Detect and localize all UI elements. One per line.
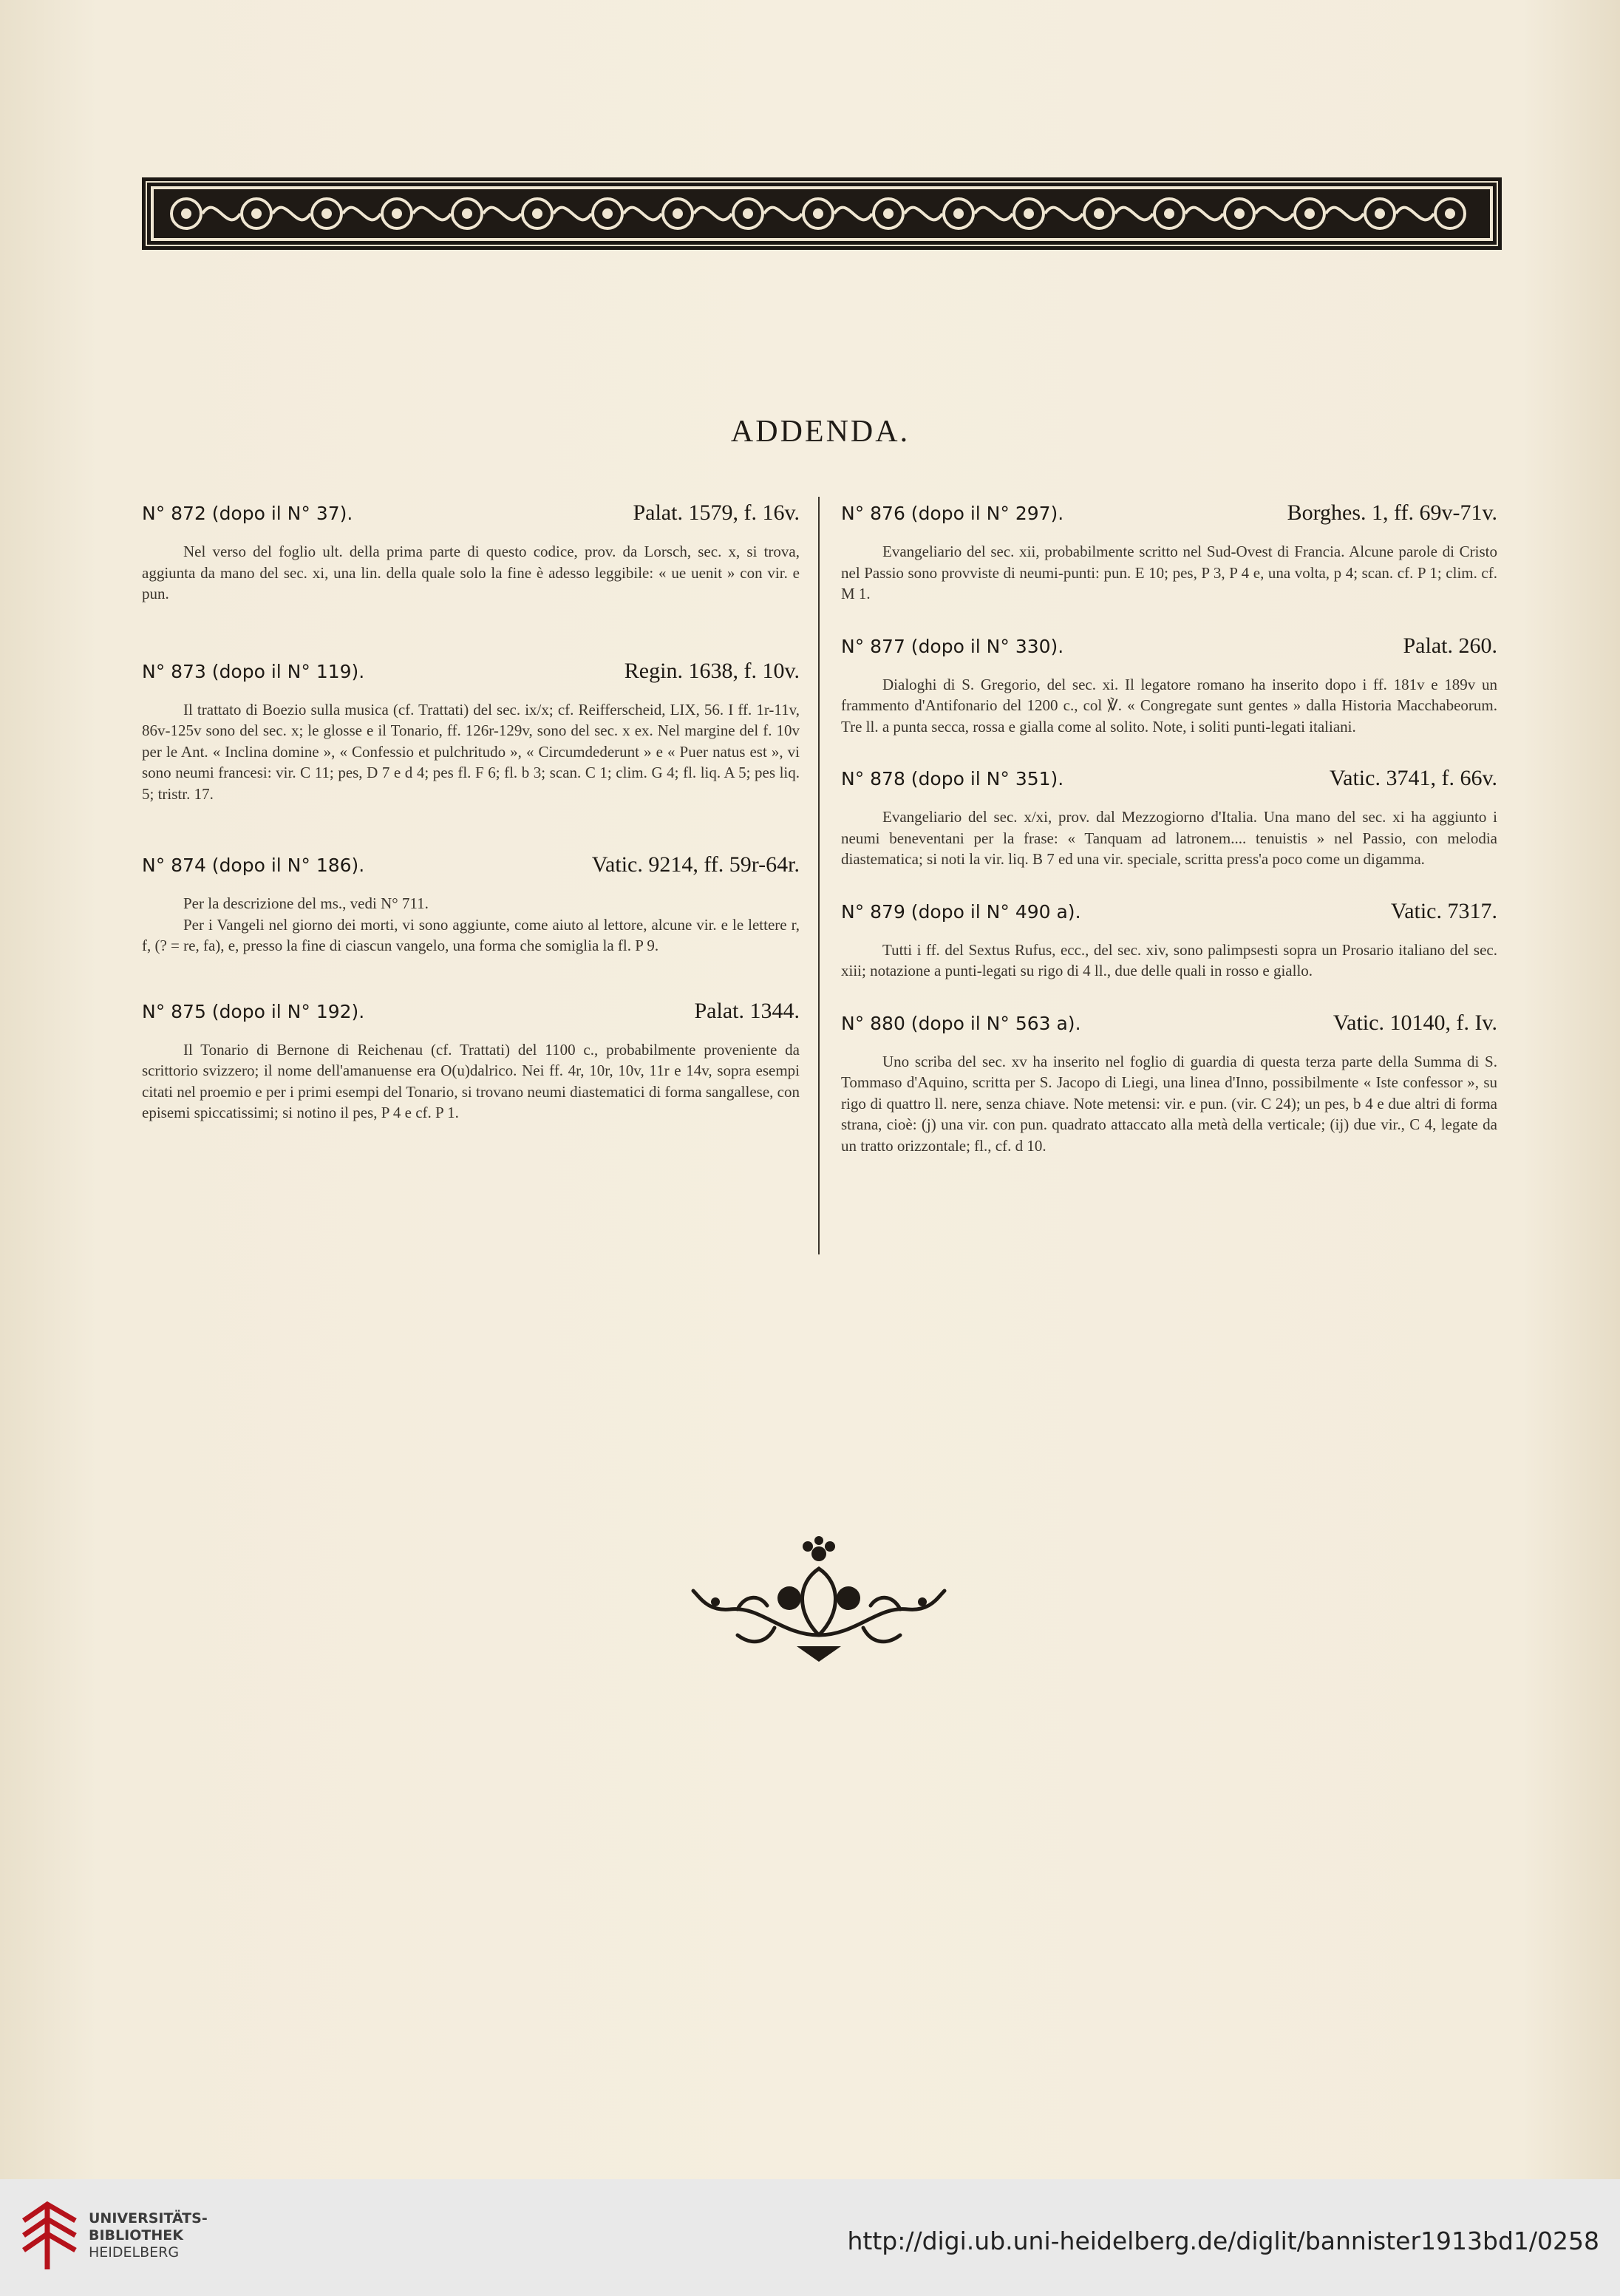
entry-heading — [142, 996, 800, 1026]
entry-872 — [142, 498, 800, 605]
entry-description — [841, 1051, 1497, 1157]
entry-paragraph: Nel verso del foglio ult. della prima parte di questo codice, prov. da Lorsch, sec. x, si trova, aggiunta da mano del sec. xi, una lin. della quale solo la fine è adesso leggibile: « ue uenit » con vir. e pun. — [142, 543, 800, 602]
entry-paragraph: Tutti i ff. del Sextus Rufus, ecc., del sec. xiv, sono palimpsesti sopra un Prosario italiano del sec. xiii; notazione a punti-legati su rigo di 4 ll., due delle quali in rosso e giallo. — [841, 940, 1497, 979]
entry-number: N° 872 (dopo il N° 37). — [142, 503, 353, 524]
library-line-3: HEIDELBERG — [89, 2244, 180, 2261]
entry-paragraph: Per la descrizione del ms., vedi N° 711. — [183, 894, 429, 912]
entry-description — [142, 1039, 800, 1124]
entry-number: N° 874 (dopo il N° 186). — [142, 855, 365, 876]
left-column — [142, 498, 800, 1124]
entry-875 — [142, 996, 800, 1124]
entry-873 — [142, 656, 800, 805]
entry-878 — [841, 764, 1497, 870]
library-line-1: UNIVERSITÄTS- — [89, 2210, 208, 2227]
library-name — [89, 2210, 208, 2261]
entry-heading — [841, 1008, 1497, 1038]
entry-description — [142, 699, 800, 805]
shelfmark: Borghes. 1, ff. 69v-71v. — [1287, 500, 1497, 525]
ornamental-border-icon — [142, 177, 1502, 250]
entry-heading — [841, 897, 1497, 926]
entry-heading — [841, 631, 1497, 661]
shelfmark: Vatic. 10140, f. Iv. — [1333, 1010, 1497, 1035]
entry-paragraph: Per i Vangeli nel giorno dei morti, vi sono aggiunte, come aiuto al lettore, alcune vir. e le lettere r, f, (? = re, fa), e, presso la fine di ciascun vangelo, una forma che somiglia la fl. P 9. — [142, 915, 800, 954]
entry-number: N° 879 (dopo il N° 490 a). — [841, 900, 1081, 923]
entry-description — [841, 940, 1497, 982]
entry-880 — [841, 1008, 1497, 1157]
entry-paragraph: Il trattato di Boezio sulla musica (cf. Trattati) del sec. ix/x; cf. Reifferscheid, LIX, 56. I ff. 1r-11v, 86v-125v sono del sec. x; le glosse e il Tonario, ff. 126r-129v, sono del sec. x ex. Nel margine del f. 10v per le Ant. « Inclina domine », « Confessio et pulchritudo », « Circumdederunt » e « Puer natus est », vi sono neumi francesi: vir. C 11; pes, D 7 e d 4; pes fl. F 6; fl. b 3; scan. C 1; clim. G 4; fl. liq. A 5; pes liq. 5; tristr. 17. — [142, 700, 800, 803]
entry-877 — [841, 631, 1497, 738]
entry-number: N° 877 (dopo il N° 330). — [841, 635, 1064, 657]
entry-number: N° 876 (dopo il N° 297). — [841, 503, 1064, 524]
right-column — [841, 498, 1497, 1156]
entry-879 — [841, 897, 1497, 982]
entry-description — [142, 893, 800, 957]
library-line-2: BIBLIOTHEK — [89, 2227, 183, 2244]
entry-description — [142, 541, 800, 605]
entry-paragraph: Uno scriba del sec. xv ha inserito nel foglio di guardia di questa terza parte della Summa di S. Tommaso d'Aquino, scritta per S. Jacopo di Liegi, una linea d'Inno, possibilmente « Iste confessor », su rigo di quattro ll. nere, senza chiave. Note metensi: vir. e pun. (vir. C 24); un pes, b 4 e due altri di forma strana, cioè: (j) una vir. con pun. quadrato attaccato alla metà della verticale; (ij) due vir., C 4, legate da un tratto orizzontale; fl., cf. d 10. — [841, 1052, 1497, 1155]
shelfmark: Palat. 260. — [1403, 633, 1497, 658]
entry-number: N° 873 (dopo il N° 119). — [142, 660, 365, 682]
entry-paragraph: Dialoghi di S. Gregorio, del sec. xi. Il legatore romano ha inserito dopo i ff. 181v e 189v un frammento d'Antifonario del 1200 c., col ℣. « Congregate sunt gentes » dalla Historia Macchabeorum. Tre ll. a punta secca, rossa e gialla come al solito. Note, i soliti punti-legati italiani. — [841, 675, 1497, 736]
entry-description — [841, 541, 1497, 605]
shelfmark: Vatic. 7317. — [1390, 898, 1497, 923]
entry-heading — [142, 656, 800, 686]
fleuron-ornament-icon — [686, 1524, 952, 1662]
entry-description — [841, 806, 1497, 870]
entry-paragraph: Il Tonario di Bernone di Reichenau (cf. Trattati) del 1100 c., probabilmente proveniente da scrittorio svizzero; il nome dell'amanuense era O(u)dalrico. Nei ff. 4r, 10r, 10v, 11r e 14v, sopra esempi citati nel proemio e per i primi esempi del Tonario, si trovano neumi diastematici di forma sangallese, con episemi spiccatissimi; si notino il pes, P 4 e cf. P 1. — [142, 1040, 800, 1121]
shelfmark: Palat. 1344. — [694, 998, 800, 1023]
shelfmark: Regin. 1638, f. 10v. — [624, 658, 800, 683]
column-divider — [818, 497, 820, 1254]
shelfmark: Vatic. 9214, ff. 59r-64r. — [591, 852, 800, 877]
entry-number: N° 875 (dopo il N° 192). — [142, 1000, 365, 1022]
shelfmark: Palat. 1579, f. 16v. — [633, 500, 800, 525]
entry-description — [841, 674, 1497, 738]
entry-heading — [841, 764, 1497, 793]
entry-paragraph: Evangeliario del sec. x/xi, prov. dal Mezzogiorno d'Italia. Una mano del sec. xi ha aggiunto i neumi beneventani per la frase: « Tanquam ad latronem.... tenuistis » nel Passio, con melodia diastematica; si noti la vir. liq. B 7 ed una vir. speciale, scritta press'a poco come un digamma. — [841, 808, 1497, 868]
page-title: ADDENDA. — [730, 415, 911, 449]
entry-paragraph: Evangeliario del sec. xii, probabilmente scritto nel Sud-Ovest di Francia. Alcune parole di Cristo nel Passio sono provviste di neumi-punti: pun. E 10; pes, P 3, P 4 e, una volta, p 4; scan. cf. P 1; clim. cf. M 1. — [841, 543, 1497, 602]
footer-bar — [0, 2179, 1620, 2296]
entry-heading — [142, 850, 800, 880]
library-logo-icon[interactable] — [18, 2198, 81, 2274]
entry-876 — [841, 498, 1497, 605]
entry-874 — [142, 850, 800, 957]
source-url-link[interactable]: http://digi.ub.uni-heidelberg.de/diglit/bannister1913bd1/0258 — [847, 2227, 1599, 2255]
entry-heading — [841, 498, 1497, 528]
shelfmark: Vatic. 3741, f. 66v. — [1329, 766, 1497, 790]
entry-heading — [142, 498, 800, 528]
entry-number: N° 878 (dopo il N° 351). — [841, 768, 1064, 789]
entry-number: N° 880 (dopo il N° 563 a). — [841, 1012, 1081, 1034]
